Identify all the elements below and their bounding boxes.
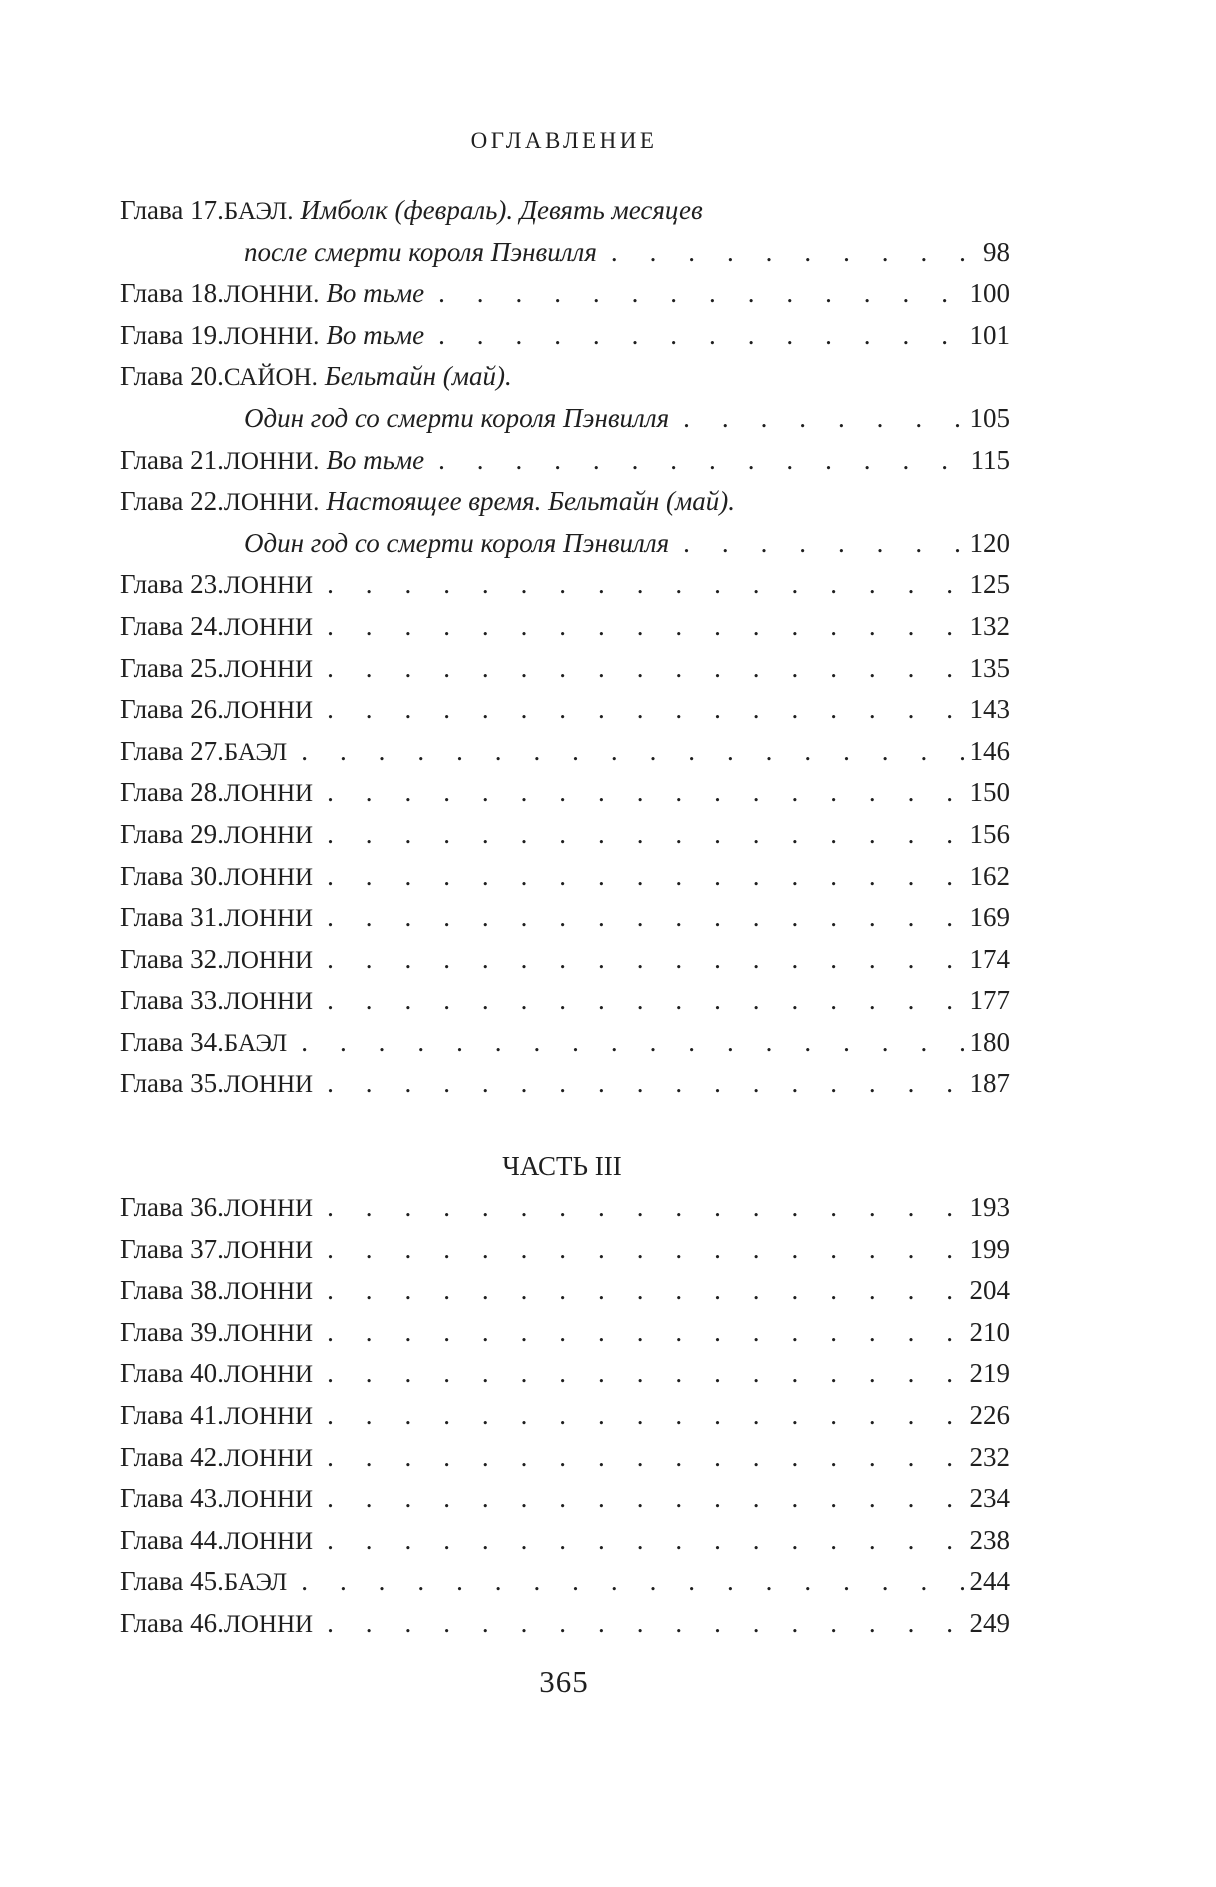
- chapter-page-number: 193: [969, 1192, 1010, 1223]
- toc-entry: [120, 1229, 1010, 1271]
- chapter-page-number: 238: [969, 1524, 1010, 1555]
- dot-leader: [327, 1520, 963, 1562]
- chapter-narrator: ЛОННИ: [223, 1611, 314, 1638]
- toc-entry: [120, 1187, 1010, 1229]
- dot-leader: [327, 1478, 963, 1520]
- chapter-page-number: 132: [969, 610, 1010, 641]
- chapter-label: Глава 41.: [120, 1400, 224, 1431]
- chapter-page-number: 210: [969, 1316, 1010, 1347]
- chapter-narrator: ЛОННИ: [223, 655, 314, 683]
- dot-leader: [327, 1353, 963, 1395]
- dot-leader: [327, 1395, 963, 1437]
- toc-entry: [120, 897, 1010, 939]
- toc-entry-continuation: [120, 523, 1010, 565]
- chapter-label: Глава 44.: [120, 1524, 224, 1555]
- chapter-page-number: 232: [969, 1441, 1010, 1472]
- chapter-label: Глава 32.: [120, 943, 224, 974]
- chapter-label: Глава 27.: [120, 735, 224, 766]
- chapter-page-number: 156: [969, 818, 1010, 849]
- toc-entry: [120, 939, 1010, 981]
- toc-entry: [120, 648, 1010, 690]
- chapter-narrator: ЛОННИ: [223, 613, 314, 641]
- toc-entry: [120, 1437, 1010, 1479]
- chapter-label: Глава 45.: [120, 1566, 224, 1597]
- dot-leader: [327, 897, 963, 939]
- dot-leader: [327, 939, 963, 981]
- chapter-page-number: 199: [969, 1233, 1010, 1264]
- chapter-narrator: ЛОННИ.: [223, 281, 320, 309]
- toc-part-3-list: [120, 1187, 1010, 1645]
- chapter-page-number: 143: [969, 694, 1010, 725]
- chapter-narrator: ЛОННИ: [223, 905, 314, 933]
- dot-leader: [327, 689, 963, 731]
- chapter-label: Глава 37.: [120, 1233, 224, 1264]
- chapter-page-number: 177: [969, 985, 1010, 1016]
- toc-entry: [120, 689, 1010, 731]
- dot-leader: [611, 232, 977, 274]
- toc-part-2-list: [120, 190, 1010, 1105]
- chapter-label: Глава 24.: [120, 610, 224, 641]
- chapter-narrator: ЛОННИ: [223, 572, 314, 600]
- toc-entry: [120, 1478, 1010, 1520]
- dot-leader: [327, 1229, 963, 1271]
- chapter-label: Глава 28.: [120, 777, 224, 808]
- toc-entry: [120, 1520, 1010, 1562]
- dot-leader: [301, 1022, 963, 1064]
- chapter-label: Глава 33.: [120, 985, 224, 1016]
- dot-leader: [327, 1270, 963, 1312]
- dot-leader: [438, 440, 964, 482]
- chapter-subtitle-continuation: Один год со смерти короля Пэнвилля: [244, 527, 670, 558]
- chapter-narrator: САЙОН.: [223, 364, 318, 392]
- dot-leader: [327, 1603, 963, 1645]
- chapter-narrator: ЛОННИ: [223, 1527, 314, 1555]
- chapter-narrator: ЛОННИ: [223, 1444, 314, 1472]
- toc-entry: [120, 1353, 1010, 1395]
- chapter-label: Глава 23.: [120, 569, 224, 600]
- chapter-page-number: 105: [969, 402, 1010, 433]
- table-of-contents: [120, 190, 1010, 1645]
- chapter-page-number: 244: [969, 1566, 1010, 1597]
- page-number: 365: [539, 1664, 589, 1699]
- dot-leader: [327, 814, 963, 856]
- chapter-narrator: ЛОННИ: [223, 863, 314, 891]
- chapter-page-number: 120: [969, 527, 1010, 558]
- toc-entry-continuation: [120, 398, 1010, 440]
- toc-entry: [120, 315, 1010, 357]
- dot-leader: [327, 648, 963, 690]
- chapter-page-number: 150: [969, 777, 1010, 808]
- chapter-page-number: 187: [969, 1068, 1010, 1099]
- dot-leader: [683, 398, 963, 440]
- chapter-page-number: 204: [969, 1275, 1010, 1306]
- dot-leader: [327, 606, 963, 648]
- chapter-page-number: 219: [969, 1358, 1010, 1389]
- toc-entry: [120, 440, 1010, 482]
- chapter-label: Глава 19.: [120, 319, 224, 350]
- dot-leader: [327, 772, 963, 814]
- toc-entry: [120, 1312, 1010, 1354]
- chapter-label: Глава 39.: [120, 1316, 224, 1347]
- chapter-label: Глава 30.: [120, 860, 224, 891]
- toc-entry: [120, 356, 1010, 398]
- chapter-narrator: ЛОННИ: [223, 821, 314, 849]
- dot-leader: [327, 980, 963, 1022]
- toc-entry: [120, 1022, 1010, 1064]
- chapter-subtitle: Настоящее время. Бельтайн (май).: [326, 486, 735, 517]
- dot-leader: [301, 731, 963, 773]
- dot-leader: [438, 273, 963, 315]
- chapter-subtitle: Имболк (февраль). Девять месяцев: [300, 195, 703, 225]
- chapter-subtitle-continuation: Один год со смерти короля Пэнвилля: [244, 402, 670, 433]
- chapter-label: Глава 21.: [120, 444, 224, 475]
- chapter-label: Глава 38.: [120, 1275, 224, 1306]
- chapter-label: Глава 36.: [120, 1192, 224, 1223]
- chapter-narrator: ЛОННИ: [223, 1071, 314, 1099]
- chapter-label: Глава 22.: [120, 486, 224, 517]
- chapter-label: Глава 25.: [120, 652, 224, 683]
- chapter-narrator: БАЭЛ: [223, 738, 288, 766]
- toc-entry: [120, 190, 1010, 232]
- chapter-narrator: БАЭЛ: [223, 1029, 288, 1057]
- chapter-label: Глава 29.: [120, 818, 224, 849]
- chapter-label: Глава 31.: [120, 902, 224, 933]
- dot-leader: [327, 1187, 963, 1229]
- chapter-narrator: ЛОННИ: [223, 1195, 314, 1223]
- chapter-page-number: 135: [969, 652, 1010, 683]
- chapter-narrator: ЛОННИ: [223, 1319, 314, 1347]
- chapter-page-number: 146: [969, 735, 1010, 766]
- dot-leader: [683, 523, 963, 565]
- toc-entry-continuation: [120, 232, 1010, 274]
- dot-leader: [327, 1312, 963, 1354]
- chapter-label: Глава 43.: [120, 1483, 224, 1514]
- chapter-page-number: 174: [969, 943, 1010, 974]
- chapter-narrator: ЛОННИ: [223, 697, 314, 725]
- chapter-label: Глава 26.: [120, 694, 224, 725]
- chapter-label: Глава 42.: [120, 1441, 224, 1472]
- dot-leader: [438, 315, 963, 357]
- chapter-subtitle-continuation: после смерти короля Пэнвилля: [244, 236, 597, 267]
- chapter-page-number: 226: [969, 1400, 1010, 1431]
- toc-entry: [120, 731, 1010, 773]
- chapter-label: Глава 40.: [120, 1358, 224, 1389]
- dot-leader: [301, 1561, 963, 1603]
- chapter-page-number: 169: [969, 902, 1010, 933]
- toc-entry: [120, 273, 1010, 315]
- chapter-subtitle: Во тьме: [326, 444, 425, 475]
- chapter-label: Глава 20.: [120, 361, 224, 392]
- toc-entry: [120, 856, 1010, 898]
- chapter-page-number: 180: [969, 1026, 1010, 1057]
- toc-entry: [120, 980, 1010, 1022]
- chapter-label: Глава 18.: [120, 278, 224, 309]
- chapter-label: Глава 34.: [120, 1026, 224, 1057]
- chapter-page-number: 98: [983, 236, 1010, 267]
- chapter-page-number: 100: [969, 278, 1010, 309]
- chapter-subtitle: Во тьме: [326, 278, 425, 309]
- chapter-subtitle: Бельтайн (май).: [324, 361, 512, 392]
- toc-entry: [120, 772, 1010, 814]
- running-head: ОГЛАВЛЕНИЕ: [470, 128, 658, 153]
- toc-entry: [120, 1063, 1010, 1105]
- chapter-narrator: ЛОННИ.: [223, 447, 320, 475]
- chapter-narrator: ЛОННИ: [223, 1278, 314, 1306]
- chapter-narrator: ЛОННИ: [223, 1486, 314, 1514]
- chapter-narrator: ЛОННИ: [223, 1236, 314, 1264]
- chapter-narrator: ЛОННИ.: [223, 489, 320, 517]
- chapter-page-number: 162: [969, 860, 1010, 891]
- toc-entry: [120, 481, 1010, 523]
- part-heading: ЧАСТЬ III: [502, 1151, 622, 1182]
- chapter-narrator: ЛОННИ.: [223, 322, 320, 350]
- chapter-label: Глава 35.: [120, 1068, 224, 1099]
- toc-entry: [120, 606, 1010, 648]
- dot-leader: [327, 1437, 963, 1479]
- chapter-narrator: ЛОННИ: [223, 1361, 314, 1389]
- chapter-narrator: ЛОННИ: [223, 946, 314, 974]
- chapter-subtitle: Во тьме: [326, 319, 425, 350]
- dot-leader: [327, 1063, 963, 1105]
- dot-leader: [327, 856, 963, 898]
- toc-entry: [120, 564, 1010, 606]
- chapter-narrator: БАЭЛ.: [223, 198, 294, 225]
- chapter-page-number: 249: [969, 1608, 1010, 1638]
- chapter-narrator: ЛОННИ: [223, 1403, 314, 1431]
- chapter-page-number: 125: [969, 569, 1010, 600]
- chapter-narrator: ЛОННИ: [223, 780, 314, 808]
- chapter-page-number: 234: [969, 1483, 1010, 1514]
- toc-entry: [120, 814, 1010, 856]
- chapter-narrator: ЛОННИ: [223, 988, 314, 1016]
- chapter-page-number: 101: [969, 319, 1010, 350]
- chapter-page-number: 115: [970, 444, 1010, 475]
- chapter-narrator: БАЭЛ: [223, 1569, 288, 1597]
- chapter-label: Глава 17.: [120, 195, 224, 225]
- dot-leader: [327, 564, 963, 606]
- toc-entry: [120, 1395, 1010, 1437]
- toc-entry: [120, 1561, 1010, 1603]
- toc-entry: [120, 1603, 1010, 1645]
- toc-entry: [120, 1270, 1010, 1312]
- chapter-label: Глава 46.: [120, 1608, 224, 1638]
